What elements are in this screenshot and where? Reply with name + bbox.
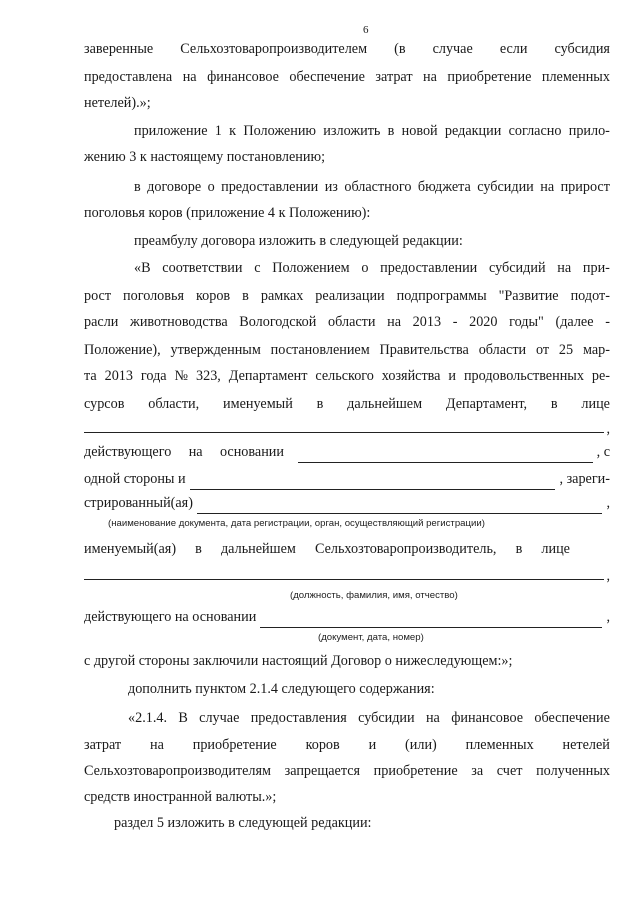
- word: 323,: [196, 368, 221, 384]
- word: с: [254, 260, 261, 276]
- word: из: [324, 179, 338, 195]
- word: Положение),: [84, 342, 161, 358]
- word: Положением: [272, 260, 350, 276]
- word: именуемый: [223, 396, 293, 412]
- blank-field: [298, 448, 593, 463]
- word: на: [423, 69, 437, 85]
- word: заверенные: [84, 41, 154, 57]
- word: предоставлена: [84, 69, 173, 85]
- word: полученных: [536, 763, 610, 779]
- blank-line-person: [84, 565, 610, 587]
- word: Сельхозтоваропроизводитель,: [314, 541, 497, 557]
- caption-registration: (наименование документа, дата регистрации, орган, осуществляющий регистрации): [108, 518, 485, 529]
- word: финансовое: [451, 710, 524, 726]
- word: в: [550, 396, 558, 412]
- text-line-18: [84, 492, 610, 514]
- word: обеспечение: [534, 710, 610, 726]
- word: к: [229, 123, 237, 139]
- text-line-23: дополнить пунктом 2.1.4 следующего содержания:: [128, 681, 435, 697]
- text-line-9: [134, 257, 610, 279]
- word: дальнейшем: [347, 396, 423, 412]
- word: субсидии: [358, 710, 415, 726]
- word: в: [387, 123, 395, 139]
- word: рамках: [260, 288, 304, 304]
- line-start-text: действующего на основании: [84, 609, 257, 625]
- word: на: [540, 179, 555, 195]
- word: предоставлении: [221, 179, 319, 195]
- blank-field: [84, 418, 604, 433]
- word: случае: [199, 710, 240, 726]
- word: Департамент: [228, 368, 308, 384]
- word: на: [425, 710, 440, 726]
- word: если: [499, 41, 528, 57]
- text-line-3: нетелей).»;: [84, 95, 151, 111]
- word: приложение: [134, 123, 208, 139]
- word: сурсов: [84, 396, 125, 412]
- blank-field: [84, 565, 604, 580]
- word: 1: [214, 123, 222, 139]
- word: областного: [344, 179, 412, 195]
- word: (далее: [555, 314, 594, 330]
- text-line-27: средств иностранной валюты.»;: [84, 789, 277, 805]
- word: затрат: [375, 69, 413, 85]
- word: животноводства: [130, 314, 228, 330]
- line-end-punct: ,: [606, 609, 610, 625]
- word: поголовья: [123, 288, 184, 304]
- word: коров: [305, 737, 340, 753]
- line-end-punct: , зареги-: [559, 471, 610, 487]
- word: «В: [134, 260, 151, 276]
- line-end-punct: ,: [606, 421, 610, 437]
- word: за: [471, 763, 484, 779]
- word: прило-: [568, 123, 610, 139]
- word: в: [515, 541, 523, 557]
- word: (или): [405, 737, 437, 753]
- line-end-punct: ,: [606, 568, 610, 584]
- text-line-1: [84, 38, 610, 60]
- word: расли: [84, 314, 119, 330]
- word: лице: [581, 396, 610, 412]
- word: 2013: [104, 368, 133, 384]
- word: (в: [394, 41, 406, 57]
- caption-document: (документ, дата, номер): [318, 632, 424, 643]
- text-line-4: [134, 120, 610, 142]
- word: в: [316, 396, 324, 412]
- word: «2.1.4.: [128, 710, 168, 726]
- word: на: [188, 444, 203, 460]
- word: от: [535, 342, 550, 358]
- line-end-punct: ,: [606, 495, 610, 511]
- word: утвержденным: [170, 342, 261, 358]
- word: Вологодской: [239, 314, 317, 330]
- word: о: [361, 260, 369, 276]
- caption-position-name: (должность, фамилия, имя, отчество): [290, 590, 458, 601]
- word: случае: [432, 41, 473, 57]
- word: при-: [582, 260, 610, 276]
- word: субсидии: [477, 179, 534, 195]
- word: редакции: [444, 123, 502, 139]
- word: именуемый(ая): [84, 541, 177, 557]
- word: та: [84, 368, 97, 384]
- blank-line-representative: [84, 418, 610, 440]
- word: субсидий: [489, 260, 546, 276]
- blank-field: [190, 475, 556, 490]
- word: в: [242, 288, 249, 304]
- word: подпрограммы: [396, 288, 487, 304]
- word: приобретение: [447, 69, 532, 85]
- word: в: [134, 179, 141, 195]
- text-line-6: [134, 176, 610, 198]
- word: на: [557, 260, 572, 276]
- text-line-25: [84, 734, 610, 756]
- word: реализации: [315, 288, 385, 304]
- text-line-5: жению 3 к настоящему постановлению;: [84, 149, 326, 165]
- word: соответствии: [162, 260, 243, 276]
- text-line-21: [84, 606, 610, 628]
- blank-field: [260, 613, 602, 628]
- word: Сельхозтоваропроизводителем: [180, 41, 368, 57]
- line-end-punct: , с: [596, 444, 610, 460]
- word: дальнейшем: [220, 541, 296, 557]
- blank-field: [197, 499, 603, 514]
- word: племенных: [541, 69, 610, 85]
- text-line-8: преамбулу договора изложить в следующей редакции:: [134, 233, 463, 249]
- text-line-13: [84, 365, 610, 387]
- word: области,: [148, 396, 200, 412]
- text-line-17: [84, 468, 610, 490]
- text-line-26: [84, 760, 610, 782]
- word: изложить: [323, 123, 381, 139]
- text-line-10: [84, 285, 610, 307]
- word: Правительства: [379, 342, 469, 358]
- word: прирост: [560, 179, 610, 195]
- word: обеспечение: [289, 69, 365, 85]
- word: года: [140, 368, 167, 384]
- word: счет: [496, 763, 523, 779]
- word: субсидия: [554, 41, 610, 57]
- text-line-22: с другой стороны заключили настоящий Договор о нижеследующем:»;: [84, 653, 513, 669]
- word: на: [182, 69, 197, 85]
- word: договоре: [147, 179, 202, 195]
- word: Департамент,: [445, 396, 528, 412]
- word: подот-: [570, 288, 610, 304]
- word: В: [178, 710, 188, 726]
- word: 2020: [469, 314, 498, 330]
- word: "Развитие: [498, 288, 559, 304]
- word: основании: [219, 444, 284, 460]
- text-line-19: [84, 538, 570, 560]
- word: на: [150, 737, 164, 753]
- word: Сельхозтоваропроизводителям: [84, 763, 271, 779]
- line-start-text: одной стороны и: [84, 471, 186, 487]
- word: области: [478, 342, 527, 358]
- text-line-24: [128, 707, 610, 729]
- word: Положению: [243, 123, 317, 139]
- word: бюджета: [417, 179, 471, 195]
- word: и: [368, 737, 377, 753]
- word: предоставлении: [380, 260, 478, 276]
- word: рост: [84, 288, 112, 304]
- word: в: [195, 541, 202, 557]
- word: и: [448, 368, 457, 384]
- word: №: [174, 368, 189, 384]
- word: 25: [558, 342, 574, 358]
- page-number: 6: [363, 24, 369, 36]
- word: приобретение: [192, 737, 277, 753]
- word: ре-: [591, 368, 610, 384]
- word: действующего: [84, 444, 172, 460]
- word: сельского: [315, 368, 374, 384]
- word: лице: [541, 541, 570, 557]
- word: племенных: [465, 737, 534, 753]
- word: новой: [401, 123, 438, 139]
- word: постановлением: [270, 342, 370, 358]
- word: о: [207, 179, 215, 195]
- word: запрещается: [284, 763, 361, 779]
- text-line-16: [84, 441, 610, 463]
- word: мар-: [582, 342, 610, 358]
- word: продовольственных: [463, 368, 584, 384]
- word: -: [605, 314, 610, 330]
- word: согласно: [508, 123, 562, 139]
- text-line-14: [84, 393, 610, 415]
- line-start-text: стрированный(ая): [84, 495, 193, 511]
- word: коров: [195, 288, 231, 304]
- word: затрат: [84, 737, 122, 753]
- text-line-28: раздел 5 изложить в следующей редакции:: [114, 815, 372, 831]
- word: приобретение: [373, 763, 458, 779]
- text-line-7: поголовья коров (приложение 4 к Положению):: [84, 205, 371, 221]
- word: финансовое: [207, 69, 279, 85]
- word: области: [328, 314, 376, 330]
- word: на: [387, 314, 402, 330]
- word: годы": [509, 314, 544, 330]
- line-start-words: [84, 441, 284, 463]
- word: предоставления: [250, 710, 347, 726]
- word: -: [452, 314, 458, 330]
- word: 2013: [412, 314, 442, 330]
- text-line-12: [84, 339, 610, 361]
- text-line-11: [84, 311, 610, 333]
- word: нетелей: [562, 737, 610, 753]
- text-line-2: [84, 66, 610, 88]
- word: хозяйства: [381, 368, 441, 384]
